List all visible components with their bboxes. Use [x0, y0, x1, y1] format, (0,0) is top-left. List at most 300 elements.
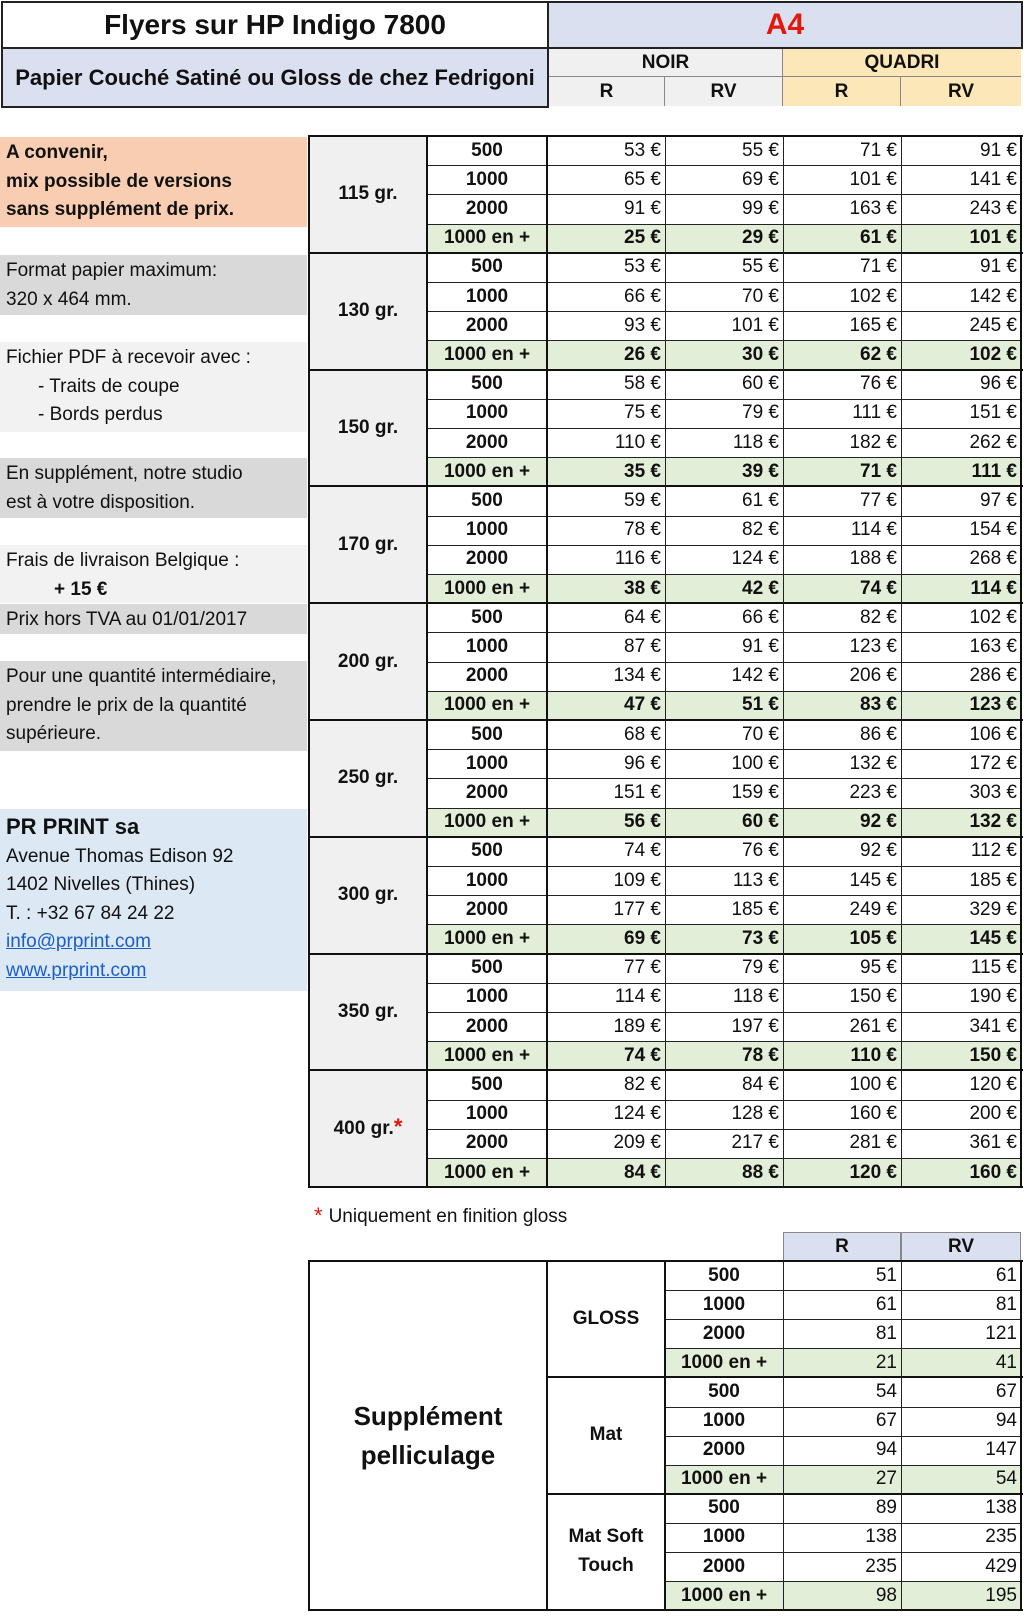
- group-divider: [309, 1260, 1023, 1262]
- price-cell: 38 €: [547, 574, 665, 603]
- price-cell: 35 €: [547, 457, 665, 486]
- price-cell: 60 €: [742, 373, 779, 395]
- row-divider: [427, 165, 1021, 166]
- noir-header: NOIR: [549, 49, 783, 77]
- quantity-cell: 2000: [465, 548, 509, 570]
- price-cell: 151 €: [613, 781, 661, 803]
- price-cell: 95 €: [860, 957, 897, 979]
- price-cell: 110 €: [783, 1041, 901, 1070]
- company-phone: T. : +32 67 84 24 22: [6, 902, 175, 924]
- price-cell: 60 €: [665, 808, 783, 837]
- row-divider: [427, 983, 1021, 984]
- quantity-cell: 500: [471, 957, 503, 979]
- price-cell: 209 €: [613, 1132, 661, 1154]
- row-divider: [665, 1436, 1021, 1437]
- price-cell: 145 €: [849, 869, 897, 891]
- weight-label: 115 gr.: [338, 183, 398, 205]
- price-cell: 268 €: [969, 548, 1017, 570]
- weight-label: 200 gr.: [337, 650, 399, 672]
- weight-cell: [309, 603, 427, 720]
- row-divider: [427, 662, 1021, 663]
- price-cell: 30 €: [665, 340, 783, 369]
- finish-cell: [547, 1494, 665, 1610]
- group-divider: [309, 485, 1023, 487]
- quantity-cell: 500: [471, 139, 503, 161]
- price-cell: 79 €: [742, 402, 779, 424]
- format-label: A4: [765, 8, 805, 41]
- price-cell: 286 €: [969, 665, 1017, 687]
- price-cell: 39 €: [665, 457, 783, 486]
- row-divider: [665, 1552, 1021, 1553]
- group-divider: [309, 953, 1023, 955]
- document-title: Flyers sur HP Indigo 7800: [104, 9, 446, 40]
- supplement-quantity-cell: 1000 en +: [665, 1465, 783, 1494]
- row-divider: [665, 1465, 1021, 1466]
- price-cell: 123 €: [849, 635, 897, 657]
- row-divider: [427, 1012, 1021, 1013]
- price-cell: 165 €: [849, 314, 897, 336]
- supplement-rv-cell: 81: [995, 1293, 1017, 1315]
- column-divider: [783, 136, 784, 1187]
- finish-label: GLOSS: [572, 1307, 640, 1329]
- price-cell: 70 €: [742, 285, 779, 307]
- price-cell: 78 €: [624, 519, 661, 541]
- price-cell: 190 €: [969, 986, 1017, 1008]
- supplement-quantity-cell: 1000: [702, 1526, 746, 1548]
- paper-subtitle-cell: [1, 47, 549, 108]
- supplement-quantity-cell: 500: [708, 1380, 740, 1402]
- row-divider: [427, 340, 1021, 341]
- noir-r-header: R: [549, 77, 665, 106]
- supplement-r-cell: 67: [875, 1410, 897, 1432]
- price-cell: 61 €: [742, 489, 779, 511]
- supplement-rv-cell: 147: [985, 1439, 1017, 1461]
- quantity-cell: 1000 en +: [427, 924, 547, 953]
- price-cell: 79 €: [742, 957, 779, 979]
- column-border: [426, 135, 428, 1188]
- row-divider: [427, 866, 1021, 867]
- weight-label: 250 gr.: [337, 767, 399, 789]
- column-border: [1020, 1260, 1022, 1611]
- quantity-cell: 1000 en +: [427, 1041, 547, 1070]
- price-cell: 151 €: [969, 402, 1017, 424]
- weight-cell: [309, 370, 427, 487]
- quadri-r-header: R: [783, 77, 901, 106]
- column-border: [308, 1260, 310, 1611]
- footnote-text: Uniquement en finition gloss: [328, 1205, 568, 1227]
- price-cell: 73 €: [665, 924, 783, 953]
- price-cell: 188 €: [849, 548, 897, 570]
- quadri-header: QUADRI: [783, 49, 1021, 77]
- footnote-star: *: [314, 1203, 323, 1228]
- price-cell: 185 €: [969, 869, 1017, 891]
- company-email-link[interactable]: info@prprint.com: [6, 931, 151, 953]
- price-cell: 100 €: [731, 752, 779, 774]
- price-cell: 154 €: [969, 519, 1017, 541]
- price-cell: 150 €: [901, 1041, 1021, 1070]
- weight-cell: [309, 486, 427, 603]
- price-cell: 58 €: [624, 373, 661, 395]
- row-divider: [427, 1041, 1021, 1042]
- price-cell: 93 €: [624, 314, 661, 336]
- row-divider: [665, 1523, 1021, 1524]
- supplement-quantity-cell: 2000: [702, 1322, 746, 1344]
- finish-cell: [547, 1261, 665, 1377]
- price-cell: 132 €: [849, 752, 897, 774]
- price-cell: 120 €: [969, 1073, 1017, 1095]
- quadri-rv-header: RV: [901, 77, 1021, 106]
- row-divider: [427, 545, 1021, 546]
- supplement-rv-cell: 195: [901, 1581, 1021, 1610]
- company-city: 1402 Nivelles (Thines): [6, 874, 196, 896]
- price-cell: 102 €: [849, 285, 897, 307]
- price-cell: 51 €: [665, 691, 783, 720]
- price-cell: 78 €: [665, 1041, 783, 1070]
- quantity-cell: 1000 en +: [427, 691, 547, 720]
- price-cell: 76 €: [742, 840, 779, 862]
- quantity-cell: 500: [471, 256, 503, 278]
- price-cell: 91 €: [980, 139, 1017, 161]
- supplement-quantity-cell: 500: [708, 1497, 740, 1519]
- weight-cell: [309, 253, 427, 370]
- price-cell: 68 €: [624, 723, 661, 745]
- row-divider: [665, 1348, 1021, 1349]
- weight-cell: [309, 136, 427, 253]
- quantity-cell: 500: [471, 373, 503, 395]
- price-cell: 69 €: [742, 168, 779, 190]
- price-cell: 82 €: [742, 519, 779, 541]
- price-cell: 71 €: [860, 139, 897, 161]
- price-cell: 88 €: [665, 1158, 783, 1187]
- supplement-r-header: R: [783, 1232, 901, 1261]
- supplement-quantity-cell: 2000: [702, 1439, 746, 1461]
- price-cell: 69 €: [547, 924, 665, 953]
- weight-label: 400 gr.: [333, 1117, 394, 1139]
- row-divider: [665, 1319, 1021, 1320]
- price-cell: 84 €: [547, 1158, 665, 1187]
- group-divider: [309, 719, 1023, 721]
- price-cell: 102 €: [969, 606, 1017, 628]
- supplement-quantity-cell: 2000: [702, 1555, 746, 1577]
- supplement-quantity-cell: 1000 en +: [665, 1348, 783, 1377]
- format-cell: [547, 1, 1023, 49]
- price-cell: 111 €: [852, 402, 897, 424]
- column-divider: [783, 1261, 784, 1610]
- price-cell: 96 €: [980, 373, 1017, 395]
- price-cell: 92 €: [860, 840, 897, 862]
- price-cell: 145 €: [901, 924, 1021, 953]
- supplement-r-cell: 81: [875, 1322, 897, 1344]
- quantity-cell: 1000: [465, 635, 509, 657]
- noir-rv-header: RV: [665, 77, 783, 106]
- company-street: Avenue Thomas Edison 92: [6, 845, 234, 867]
- price-cell: 106 €: [969, 723, 1017, 745]
- quantity-cell: 2000: [465, 665, 509, 687]
- weight-cell: [309, 837, 427, 954]
- price-cell: 84 €: [742, 1073, 779, 1095]
- quantity-cell: 1000: [465, 168, 509, 190]
- price-cell: 25 €: [547, 224, 665, 253]
- price-cell: 42 €: [665, 574, 783, 603]
- price-cell: 65 €: [624, 168, 661, 190]
- price-cell: 124 €: [613, 1103, 661, 1125]
- weight-label: 350 gr.: [337, 1000, 399, 1022]
- row-divider: [665, 1407, 1021, 1408]
- quantity-cell: 1000 en +: [427, 808, 547, 837]
- price-cell: 87 €: [624, 635, 661, 657]
- price-cell: 77 €: [624, 957, 661, 979]
- row-divider: [427, 311, 1021, 312]
- price-cell: 177 €: [613, 898, 661, 920]
- price-cell: 82 €: [624, 1073, 661, 1095]
- quantity-cell: 2000: [465, 197, 509, 219]
- supplement-rv-cell: 429: [985, 1555, 1017, 1577]
- price-cell: 91 €: [624, 197, 661, 219]
- price-cell: 262 €: [969, 431, 1017, 453]
- price-cell: 110 €: [614, 431, 661, 453]
- quantity-cell: 1000 en +: [427, 574, 547, 603]
- price-cell: 100 €: [849, 1073, 897, 1095]
- supplement-quantity-cell: 1000: [702, 1410, 746, 1432]
- supplement-quantity-cell: 1000: [702, 1293, 746, 1315]
- price-cell: 59 €: [624, 489, 661, 511]
- quantity-cell: 2000: [465, 431, 509, 453]
- price-cell: 128 €: [731, 1103, 779, 1125]
- company-name: PR PRINT sa: [6, 814, 140, 839]
- format-note: Format papier maximum: 320 x 464 mm.: [0, 255, 307, 315]
- row-divider: [427, 632, 1021, 633]
- price-cell: 91 €: [742, 635, 779, 657]
- price-cell: 118 €: [732, 431, 779, 453]
- price-cell: 150 €: [849, 986, 897, 1008]
- price-cell: 249 €: [849, 898, 897, 920]
- column-border: [308, 135, 310, 1188]
- quantity-cell: 1000: [465, 285, 509, 307]
- supplement-rv-header: RV: [901, 1232, 1021, 1261]
- price-cell: 29 €: [665, 224, 783, 253]
- price-cell: 361 €: [969, 1132, 1017, 1154]
- price-cell: 77 €: [860, 489, 897, 511]
- price-cell: 172 €: [969, 752, 1017, 774]
- price-cell: 163 €: [969, 635, 1017, 657]
- supplement-r-cell: 89: [875, 1497, 897, 1519]
- price-cell: 142 €: [731, 665, 779, 687]
- supplement-r-cell: 51: [875, 1264, 897, 1286]
- row-divider: [427, 749, 1021, 750]
- price-cell: 182 €: [849, 431, 897, 453]
- table-bottom-border: [309, 1609, 1023, 1611]
- price-cell: 92 €: [783, 808, 901, 837]
- supplement-r-cell: 94: [875, 1439, 897, 1461]
- price-cell: 26 €: [547, 340, 665, 369]
- price-cell: 189 €: [613, 1015, 661, 1037]
- studio-note: En supplément, notre studio est à votre disposition.: [0, 458, 307, 518]
- row-divider: [427, 457, 1021, 458]
- supplement-rv-cell: 94: [995, 1410, 1017, 1432]
- weight-label: 130 gr.: [337, 300, 399, 322]
- price-cell: 120 €: [783, 1158, 901, 1187]
- intermediate-note: Pour une quantité intermédiaire, prendre le prix de la quantité supérieure.: [0, 661, 307, 751]
- price-cell: 56 €: [547, 808, 665, 837]
- row-divider: [665, 1290, 1021, 1291]
- supplement-r-cell: 54: [875, 1380, 897, 1402]
- row-divider: [427, 428, 1021, 429]
- price-cell: 64 €: [624, 606, 661, 628]
- price-cell: 132 €: [901, 808, 1021, 837]
- group-divider: [309, 252, 1023, 254]
- row-divider: [427, 924, 1021, 925]
- row-divider: [427, 1158, 1021, 1159]
- price-cell: 109 €: [613, 869, 661, 891]
- price-cell: 83 €: [783, 691, 901, 720]
- quantity-cell: 2000: [465, 1015, 509, 1037]
- price-cell: 261 €: [849, 1015, 897, 1037]
- price-cell: 197 €: [731, 1015, 779, 1037]
- price-cell: 116 €: [614, 548, 661, 570]
- finish-label: Mat Soft: [568, 1526, 644, 1548]
- price-cell: 96 €: [624, 752, 661, 774]
- row-divider: [427, 516, 1021, 517]
- price-cell: 99 €: [742, 197, 779, 219]
- convenir-note: A convenir, mix possible de versions sans supplément de prix.: [0, 137, 307, 227]
- row-divider: [427, 1129, 1021, 1130]
- supplement-rv-cell: 54: [901, 1465, 1021, 1494]
- column-border: [546, 1260, 548, 1611]
- paper-subtitle: Papier Couché Satiné ou Gloss de chez Fedrigoni: [15, 64, 535, 90]
- weight-cell: [309, 954, 427, 1071]
- column-divider: [665, 136, 666, 1187]
- finish-cell: [547, 1377, 665, 1493]
- column-divider: [901, 1261, 902, 1610]
- supplement-rv-cell: 121: [985, 1322, 1017, 1344]
- supplement-quantity-cell: 500: [708, 1264, 740, 1286]
- price-cell: 142 €: [969, 285, 1017, 307]
- row-divider: [427, 895, 1021, 896]
- supplement-title: Supplément pelliculage: [353, 1400, 503, 1470]
- pdf-note: Fichier PDF à recevoir avec : - Traits de coupe - Bords perdus: [0, 342, 307, 432]
- column-border: [546, 135, 548, 1188]
- quantity-cell: 1000 en +: [427, 1158, 547, 1187]
- document-title-cell: [1, 1, 549, 49]
- group-divider: [309, 602, 1023, 604]
- price-cell: 70 €: [742, 723, 779, 745]
- quantity-cell: 1000 en +: [427, 224, 547, 253]
- price-cell: 163 €: [849, 197, 897, 219]
- price-cell: 113 €: [732, 869, 779, 891]
- price-cell: 66 €: [624, 285, 661, 307]
- price-cell: 115 €: [970, 957, 1017, 979]
- supplement-rv-cell: 41: [901, 1348, 1021, 1377]
- price-cell: 329 €: [969, 898, 1017, 920]
- column-divider: [901, 136, 902, 1187]
- quantity-cell: 2000: [465, 314, 509, 336]
- delivery-note: Frais de livraison Belgique : + 15 €: [0, 545, 307, 603]
- price-cell: 123 €: [901, 691, 1021, 720]
- price-cell: 159 €: [731, 781, 779, 803]
- row-divider: [427, 778, 1021, 779]
- row-divider: [427, 399, 1021, 400]
- quantity-cell: 1000: [465, 752, 509, 774]
- price-cell: 71 €: [783, 457, 901, 486]
- price-cell: 223 €: [849, 781, 897, 803]
- price-cell: 82 €: [860, 606, 897, 628]
- weight-label: 150 gr.: [337, 416, 399, 438]
- price-cell: 281 €: [849, 1132, 897, 1154]
- price-cell: 245 €: [969, 314, 1017, 336]
- price-cell: 101 €: [849, 168, 897, 190]
- price-cell: 101 €: [731, 314, 779, 336]
- group-divider: [547, 1376, 1023, 1378]
- supplement-rv-cell: 67: [995, 1380, 1017, 1402]
- quantity-cell: 1000: [465, 1103, 509, 1125]
- supplement-r-cell: 21: [783, 1348, 901, 1377]
- price-cell: 185 €: [731, 898, 779, 920]
- price-cell: 61 €: [783, 224, 901, 253]
- weight-label: 170 gr.: [337, 533, 399, 555]
- weight-cell: [309, 1070, 427, 1187]
- quantity-cell: 1000: [465, 869, 509, 891]
- supplement-r-cell: 138: [865, 1526, 897, 1548]
- price-cell: 86 €: [860, 723, 897, 745]
- price-cell: 217 €: [731, 1132, 779, 1154]
- vat-note: Prix hors TVA au 01/01/2017: [0, 604, 307, 634]
- price-cell: 47 €: [547, 691, 665, 720]
- price-cell: 74 €: [783, 574, 901, 603]
- finish-label: Mat: [589, 1424, 623, 1446]
- supplement-r-cell: 61: [875, 1293, 897, 1315]
- quantity-cell: 1000: [465, 519, 509, 541]
- supplement-rv-cell: 61: [995, 1264, 1017, 1286]
- group-divider: [309, 369, 1023, 371]
- price-cell: 160 €: [849, 1103, 897, 1125]
- supplement-rv-cell: 138: [985, 1497, 1017, 1519]
- footnote: [314, 1203, 714, 1229]
- price-cell: 75 €: [624, 402, 661, 424]
- price-cell: 55 €: [742, 256, 779, 278]
- price-cell: 114 €: [901, 574, 1021, 603]
- company-info: [0, 809, 307, 991]
- price-cell: 206 €: [849, 665, 897, 687]
- price-cell: 101 €: [901, 224, 1021, 253]
- price-cell: 71 €: [860, 256, 897, 278]
- column-border: [1020, 135, 1022, 1188]
- price-cell: 105 €: [783, 924, 901, 953]
- quantity-cell: 500: [471, 723, 503, 745]
- supplement-r-cell: 98: [783, 1581, 901, 1610]
- quantity-cell: 1000: [465, 402, 509, 424]
- row-divider: [427, 282, 1021, 283]
- price-cell: 74 €: [547, 1041, 665, 1070]
- price-cell: 114 €: [850, 519, 897, 541]
- company-web-link[interactable]: www.prprint.com: [6, 959, 147, 981]
- price-cell: 74 €: [624, 840, 661, 862]
- supplement-rv-cell: 235: [985, 1526, 1017, 1548]
- weight-label: 300 gr.: [337, 884, 399, 906]
- price-cell: 141 €: [969, 168, 1017, 190]
- quantity-cell: 500: [471, 1073, 503, 1095]
- price-cell: 124 €: [731, 548, 779, 570]
- price-cell: 55 €: [742, 139, 779, 161]
- quantity-cell: 500: [471, 489, 503, 511]
- row-divider: [427, 224, 1021, 225]
- table-bottom-border: [309, 1186, 1023, 1188]
- column-border: [664, 1260, 666, 1611]
- quantity-cell: 2000: [465, 898, 509, 920]
- quantity-cell: 1000 en +: [427, 457, 547, 486]
- row-divider: [427, 691, 1021, 692]
- row-divider: [427, 194, 1021, 195]
- quantity-cell: 500: [471, 840, 503, 862]
